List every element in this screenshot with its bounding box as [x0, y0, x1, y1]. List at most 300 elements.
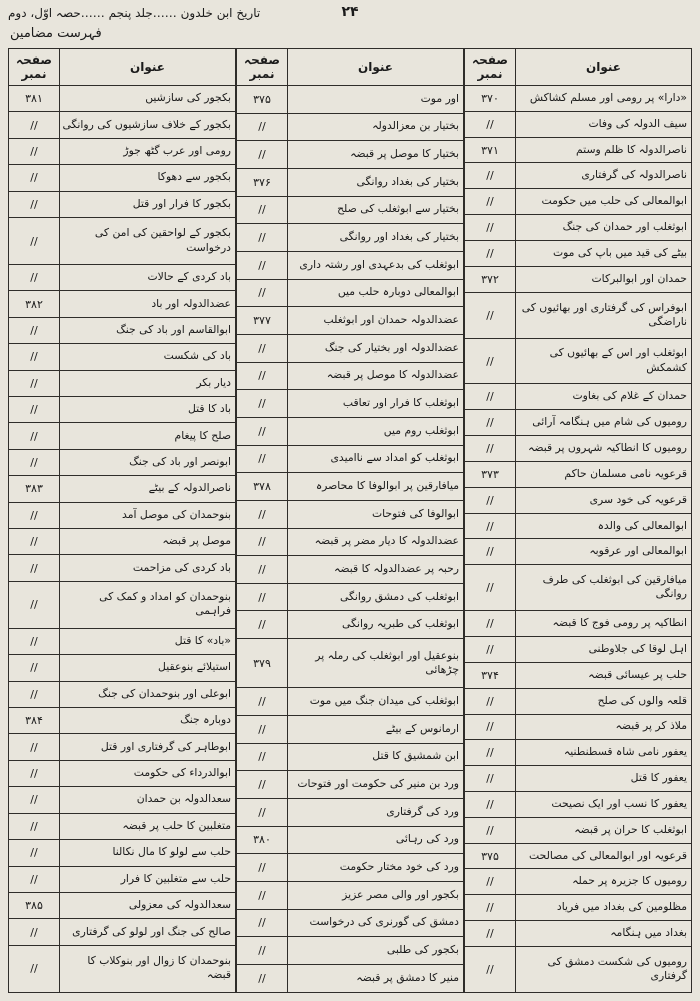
entry-page: // — [465, 565, 516, 611]
entry-page: // — [9, 112, 60, 138]
toc-row — [465, 688, 692, 714]
entry-title: بیٹے کی قید میں باپ کی موت — [516, 240, 692, 266]
toc-row — [9, 529, 236, 555]
entry-title: بکجور کی سازشیں — [60, 86, 236, 112]
toc-row — [9, 581, 236, 628]
toc-row — [465, 513, 692, 539]
toc-row — [237, 500, 464, 528]
entry-title: بکجور سے دھوکا — [60, 165, 236, 191]
entry-page: // — [237, 224, 288, 252]
toc-row — [465, 137, 692, 163]
entry-page: ۳۷۷ — [237, 307, 288, 335]
toc-row — [465, 111, 692, 137]
entry-title: بنوحمدان کو امداد و کمک کی فراہمی — [60, 581, 236, 628]
toc-row — [465, 662, 692, 688]
entry-title: بکجور کے خلاف سازشیوں کی روانگی — [60, 112, 236, 138]
toc-row — [237, 417, 464, 445]
entry-title: ورد کی رہائی — [288, 826, 464, 854]
entry-page: // — [465, 111, 516, 137]
toc-row — [9, 191, 236, 217]
entry-page: // — [9, 919, 60, 945]
entry-page: // — [9, 397, 60, 423]
toc-row — [237, 583, 464, 611]
toc-row — [465, 637, 692, 663]
entry-title: سعدالدولہ کی معزولی — [60, 892, 236, 918]
entry-page: // — [465, 292, 516, 338]
entry-title: ارمانوس کے بیٹے — [288, 715, 464, 743]
entry-title: ابوطاہر کی گرفتاری اور قتل — [60, 734, 236, 760]
entry-page: // — [237, 390, 288, 418]
entry-title: عضدالدولہ حمدان اور ابوثغلب — [288, 307, 464, 335]
toc-row — [237, 528, 464, 556]
toc-row — [465, 611, 692, 637]
toc-row — [9, 708, 236, 734]
entry-title: ابوثغلب کا فرار اور تعاقب — [288, 390, 464, 418]
entry-page: // — [237, 251, 288, 279]
toc-row — [465, 338, 692, 384]
entry-title: بختیار کی بغداد اور روانگی — [288, 224, 464, 252]
entry-page: // — [465, 791, 516, 817]
toc-row — [9, 655, 236, 681]
entry-title: «دارا» پر رومی اور مسلم کشاکش — [516, 86, 692, 112]
toc-row — [465, 410, 692, 436]
entry-title: قلعہ والوں کی صلح — [516, 688, 692, 714]
entry-page: // — [465, 714, 516, 740]
toc-row — [9, 555, 236, 581]
section-header — [8, 26, 692, 48]
toc-row — [237, 854, 464, 882]
entry-page: // — [9, 813, 60, 839]
entry-title: باد کا قتل — [60, 397, 236, 423]
toc-table — [464, 48, 692, 993]
entry-title: حمدان کے غلام کی بغاوت — [516, 384, 692, 410]
entry-page: // — [237, 362, 288, 390]
entry-title: بکجور اور والی مصر عزیز — [288, 881, 464, 909]
entry-title: اور موت — [288, 86, 464, 114]
toc-row — [237, 688, 464, 716]
toc-row — [237, 362, 464, 390]
entry-page: // — [237, 583, 288, 611]
entry-title: ابوثغلب اور حمدان کی جنگ — [516, 215, 692, 241]
entry-title: حلب پر عیسائی قبضہ — [516, 662, 692, 688]
toc-row — [237, 715, 464, 743]
toc-table — [8, 48, 236, 993]
toc-row — [9, 165, 236, 191]
toc-row — [237, 334, 464, 362]
entry-page: // — [9, 165, 60, 191]
entry-page: // — [465, 539, 516, 565]
entry-page: // — [237, 964, 288, 992]
toc-heading: فہرست مضامین — [10, 26, 102, 41]
entry-title: ابوفراس کی گرفتاری اور بھائیوں کی ناراضگی — [516, 292, 692, 338]
toc-row — [9, 317, 236, 343]
toc-row — [465, 946, 692, 992]
toc-column-middle — [236, 48, 464, 993]
entry-title: یعفور نامی شاہ قسطنطنیہ — [516, 740, 692, 766]
toc-row — [9, 919, 236, 945]
toc-row — [9, 344, 236, 370]
entry-title: ابوثغلب روم میں — [288, 417, 464, 445]
entry-title: موصل پر قبضہ — [60, 529, 236, 555]
entry-title: میافارقین پر ابوالوفا کا محاصرہ — [288, 473, 464, 501]
entry-title: قرعویہ نامی مسلمان حاکم — [516, 461, 692, 487]
toc-row — [9, 138, 236, 164]
entry-title: ابوعلی اور بنوحمدان کی جنگ — [60, 681, 236, 707]
entry-title: حمدان اور ابوالبرکات — [516, 266, 692, 292]
entry-title: بختیار سے ابوثغلب کی صلح — [288, 196, 464, 224]
toc-header-row — [465, 49, 692, 86]
entry-page: // — [237, 798, 288, 826]
entry-page: ۳۸۰ — [237, 826, 288, 854]
entry-title: بنوحمدان کی موصل آمد — [60, 502, 236, 528]
entry-title: استیلائے بنوعقیل — [60, 655, 236, 681]
toc-row — [9, 397, 236, 423]
entry-page: ۳۷۹ — [237, 639, 288, 688]
entry-page: // — [237, 771, 288, 799]
entry-page: ۳۷۵ — [465, 843, 516, 869]
entry-title: عضدالدولہ اور بختیار کی جنگ — [288, 334, 464, 362]
toc-row — [9, 291, 236, 317]
entry-page: // — [9, 344, 60, 370]
entry-title: ابوالمعالی دوبارہ حلب میں — [288, 279, 464, 307]
entry-page: ۳۸۲ — [9, 291, 60, 317]
entry-title: دیار بکر — [60, 370, 236, 396]
entry-title: ابوثغلب کی میدان جنگ میں موت — [288, 688, 464, 716]
toc-row — [9, 760, 236, 786]
entry-page: // — [9, 449, 60, 475]
toc-row — [465, 189, 692, 215]
toc-row — [237, 798, 464, 826]
toc-row — [9, 945, 236, 992]
toc-row — [465, 163, 692, 189]
toc-row — [465, 215, 692, 241]
entry-title: بختیار کی بغداد روانگی — [288, 168, 464, 196]
entry-title: میافارقین کی ابوثغلب کی طرف روانگی — [516, 565, 692, 611]
entry-title: ابوثغلب کی طبریہ روانگی — [288, 611, 464, 639]
toc-row — [465, 766, 692, 792]
entry-title: رومیوں کا جزیرہ پر حملہ — [516, 869, 692, 895]
entry-title: عضدالدولہ کا دیار مضر پر قبضہ — [288, 528, 464, 556]
entry-title: قرعویہ اور ابوالمعالی کی مصالحت — [516, 843, 692, 869]
entry-page: // — [465, 740, 516, 766]
column-header-title: عنوان — [516, 49, 692, 86]
entry-title: عضدالدولہ اور باد — [60, 291, 236, 317]
column-header-title: عنوان — [60, 49, 236, 86]
entry-title: باد کردی کے حالات — [60, 265, 236, 291]
entry-page: // — [465, 436, 516, 462]
entry-title: سیف الدولہ کی وفات — [516, 111, 692, 137]
running-header — [8, 4, 692, 26]
entry-page: // — [465, 637, 516, 663]
entry-page: // — [465, 766, 516, 792]
toc-row — [237, 251, 464, 279]
toc-row — [465, 539, 692, 565]
toc-row — [465, 740, 692, 766]
column-header-page: صفحہ نمبر — [237, 49, 288, 86]
entry-page: // — [237, 528, 288, 556]
toc-row — [9, 734, 236, 760]
entry-title: رحبہ پر عضدالدولہ کا قبضہ — [288, 556, 464, 584]
entry-page: // — [237, 500, 288, 528]
entry-title: ورد کی خود مختار حکومت — [288, 854, 464, 882]
entry-title: ابونصر اور باد کی جنگ — [60, 449, 236, 475]
toc-row — [465, 266, 692, 292]
entry-page: // — [465, 869, 516, 895]
entry-page: // — [237, 445, 288, 473]
entry-title: ابن شمشیق کا قتل — [288, 743, 464, 771]
entry-title: مظلومین کی بغداد میں فریاد — [516, 895, 692, 921]
toc-column-right — [464, 48, 692, 993]
entry-page: // — [9, 581, 60, 628]
entry-page: // — [237, 417, 288, 445]
entry-title: ناصرالدولہ کے بیٹے — [60, 476, 236, 502]
entry-page: // — [465, 240, 516, 266]
entry-title: اہل لوقا کی جلاوطنی — [516, 637, 692, 663]
toc-row — [237, 86, 464, 114]
entry-page: ۳۷۳ — [465, 461, 516, 487]
entry-page: // — [9, 138, 60, 164]
entry-page: // — [237, 715, 288, 743]
entry-page: // — [9, 218, 60, 265]
toc-row — [9, 86, 236, 112]
toc-row — [237, 771, 464, 799]
entry-page: // — [465, 384, 516, 410]
toc-row — [9, 449, 236, 475]
toc-row — [465, 384, 692, 410]
entry-page: // — [465, 921, 516, 947]
entry-page: // — [237, 909, 288, 937]
entry-title: «باد» کا قتل — [60, 628, 236, 654]
entry-title: ابوالمعالی کی حلب میں حکومت — [516, 189, 692, 215]
entry-page: // — [237, 141, 288, 169]
toc-row — [237, 390, 464, 418]
toc-row — [237, 909, 464, 937]
toc-row — [9, 265, 236, 291]
entry-page: // — [9, 655, 60, 681]
entry-page: // — [465, 611, 516, 637]
entry-page: // — [237, 854, 288, 882]
entry-title: ابوثغلب کی دمشق روانگی — [288, 583, 464, 611]
toc-header-row — [237, 49, 464, 86]
entry-title: یعفور کا نسب اور ایک نصیحت — [516, 791, 692, 817]
entry-page: // — [9, 628, 60, 654]
entry-title: بنوحمدان کا زوال اور بنوکلاب کا قبضہ — [60, 945, 236, 992]
entry-page: // — [465, 487, 516, 513]
toc-row — [465, 817, 692, 843]
toc-row — [9, 218, 236, 265]
entry-title: حلب سے متغلبین کا فرار — [60, 866, 236, 892]
entry-title: ملاذ کر پر قبضہ — [516, 714, 692, 740]
entry-title: سعدالدولہ بن حمدان — [60, 787, 236, 813]
toc-row — [9, 476, 236, 502]
entry-page: // — [9, 787, 60, 813]
entry-title: بکجور کے لواحقین کی امن کی درخواست — [60, 218, 236, 265]
entry-page: // — [9, 866, 60, 892]
toc-row — [237, 168, 464, 196]
toc-row — [9, 502, 236, 528]
entry-page: // — [465, 163, 516, 189]
entry-page: // — [465, 817, 516, 843]
entry-page: // — [465, 189, 516, 215]
entry-page: // — [237, 334, 288, 362]
toc-row — [465, 461, 692, 487]
entry-title: باد کردی کی مزاحمت — [60, 555, 236, 581]
entry-title: ابوالوفا کی فتوحات — [288, 500, 464, 528]
toc-row — [237, 141, 464, 169]
entry-title: یعفور کا قتل — [516, 766, 692, 792]
toc-row — [9, 681, 236, 707]
toc-row — [465, 487, 692, 513]
entry-page: ۳۷۵ — [237, 86, 288, 114]
entry-title: رومیوں کا انطاکیہ شہروں پر قبضہ — [516, 436, 692, 462]
entry-title: باد کی شکست — [60, 344, 236, 370]
toc-row — [237, 556, 464, 584]
entry-title: ناصرالدولہ کی گرفتاری — [516, 163, 692, 189]
entry-page: // — [9, 529, 60, 555]
entry-title: ابوثغلب اور اس کے بھائیوں کی کشمکش — [516, 338, 692, 384]
entry-page: // — [9, 945, 60, 992]
entry-page: ۳۷۰ — [465, 86, 516, 112]
toc-row — [9, 813, 236, 839]
toc-row — [237, 113, 464, 141]
entry-title: عضدالدولہ کا موصل پر قبضہ — [288, 362, 464, 390]
toc-row — [465, 565, 692, 611]
toc-row — [237, 743, 464, 771]
entry-title: صالح کی جنگ اور لولو کی گرفتاری — [60, 919, 236, 945]
toc-row — [465, 895, 692, 921]
entry-title: صلح کا پیغام — [60, 423, 236, 449]
entry-page: // — [237, 881, 288, 909]
toc-row — [9, 370, 236, 396]
entry-page: // — [237, 279, 288, 307]
toc-row — [237, 611, 464, 639]
toc-row — [9, 892, 236, 918]
toc-row — [9, 628, 236, 654]
entry-page: ۳۸۱ — [9, 86, 60, 112]
entry-title: ابوثغلب کی بدعہدی اور رشتہ داری — [288, 251, 464, 279]
entry-page: // — [465, 946, 516, 992]
toc-row — [9, 423, 236, 449]
column-header-title: عنوان — [288, 49, 464, 86]
entry-title: ابوالدرداء کی حکومت — [60, 760, 236, 786]
entry-page: // — [465, 688, 516, 714]
toc-row — [237, 881, 464, 909]
entry-page: // — [237, 113, 288, 141]
toc-row — [9, 112, 236, 138]
toc-table — [236, 48, 464, 993]
entry-page: // — [9, 370, 60, 396]
entry-page: ۳۷۴ — [465, 662, 516, 688]
toc-row — [9, 840, 236, 866]
toc-row — [465, 292, 692, 338]
entry-title: ابوالقاسم اور باد کی جنگ — [60, 317, 236, 343]
entry-title: ابوثغلب کا حران پر قبضہ — [516, 817, 692, 843]
toc-row — [465, 791, 692, 817]
entry-title: ابوالمعالی اور عرقوبہ — [516, 539, 692, 565]
entry-title: ناصرالدولہ کا ظلم وستم — [516, 137, 692, 163]
entry-page: // — [465, 895, 516, 921]
toc-row — [237, 224, 464, 252]
entry-page: // — [237, 556, 288, 584]
toc-row — [237, 937, 464, 965]
toc-row — [237, 307, 464, 335]
entry-title: قرعویہ کی خود سری — [516, 487, 692, 513]
column-header-page: صفحہ نمبر — [9, 49, 60, 86]
toc-row — [9, 866, 236, 892]
entry-page: // — [9, 191, 60, 217]
entry-page: // — [237, 611, 288, 639]
toc-row — [237, 196, 464, 224]
column-header-page: صفحہ نمبر — [465, 49, 516, 86]
toc-row — [237, 639, 464, 688]
book-title: تاریخ ابن خلدون ……جلد پنجم ……حصہ اوّل، دوم — [8, 6, 261, 20]
entry-page: // — [237, 196, 288, 224]
entry-title: ابوثغلب کو امداد سے ناامیدی — [288, 445, 464, 473]
entry-page: ۳۷۲ — [465, 266, 516, 292]
entry-title: بکجور کا فرار اور قتل — [60, 191, 236, 217]
entry-title: رومیوں کی شکست دمشق کی گرفتاری — [516, 946, 692, 992]
entry-page: // — [237, 937, 288, 965]
entry-page: // — [237, 688, 288, 716]
entry-page: // — [9, 502, 60, 528]
toc-row — [465, 921, 692, 947]
entry-title: متغلبین کا حلب پر قبضہ — [60, 813, 236, 839]
page-number: ۲۴ — [341, 4, 359, 20]
entry-page: ۳۷۶ — [237, 168, 288, 196]
entry-page: // — [9, 840, 60, 866]
entry-title: ابوالمعالی کی والدہ — [516, 513, 692, 539]
toc-row — [237, 473, 464, 501]
entry-page: // — [9, 760, 60, 786]
entry-page: // — [465, 513, 516, 539]
entry-title: منیر کا دمشق پر قبضہ — [288, 964, 464, 992]
entry-page: ۳۸۵ — [9, 892, 60, 918]
entry-page: ۳۸۴ — [9, 708, 60, 734]
toc-row — [237, 445, 464, 473]
entry-page: // — [9, 265, 60, 291]
entry-title: بغداد میں ہنگامہ — [516, 921, 692, 947]
toc-row — [465, 843, 692, 869]
entry-title: رومی اور عرب گٹھ جوڑ — [60, 138, 236, 164]
entry-page: // — [237, 743, 288, 771]
toc-table-area — [8, 48, 692, 993]
entry-title: انطاکیہ پر رومی فوج کا قبضہ — [516, 611, 692, 637]
toc-row — [237, 826, 464, 854]
toc-header-row — [9, 49, 236, 86]
toc-row — [237, 964, 464, 992]
entry-page: // — [9, 317, 60, 343]
entry-title: دوبارہ جنگ — [60, 708, 236, 734]
entry-title: ورد کی گرفتاری — [288, 798, 464, 826]
entry-title: رومیوں کی شام میں ہنگامہ آرائی — [516, 410, 692, 436]
entry-title: بنوعقیل اور ابوثغلب کی رملہ پر چڑھائی — [288, 639, 464, 688]
toc-column-left — [8, 48, 236, 993]
entry-page: // — [9, 681, 60, 707]
toc-row — [465, 714, 692, 740]
entry-page: // — [9, 423, 60, 449]
entry-page: ۳۸۳ — [9, 476, 60, 502]
toc-row — [9, 787, 236, 813]
entry-title: دمشق کی گورنری کی درخواست — [288, 909, 464, 937]
entry-page: ۳۷۸ — [237, 473, 288, 501]
toc-row — [465, 86, 692, 112]
entry-title: حلب سے لولو کا مال نکالنا — [60, 840, 236, 866]
toc-row — [465, 240, 692, 266]
entry-title: بختیار کا موصل پر قبضہ — [288, 141, 464, 169]
entry-page: // — [465, 410, 516, 436]
entry-page: // — [465, 338, 516, 384]
toc-row — [465, 436, 692, 462]
